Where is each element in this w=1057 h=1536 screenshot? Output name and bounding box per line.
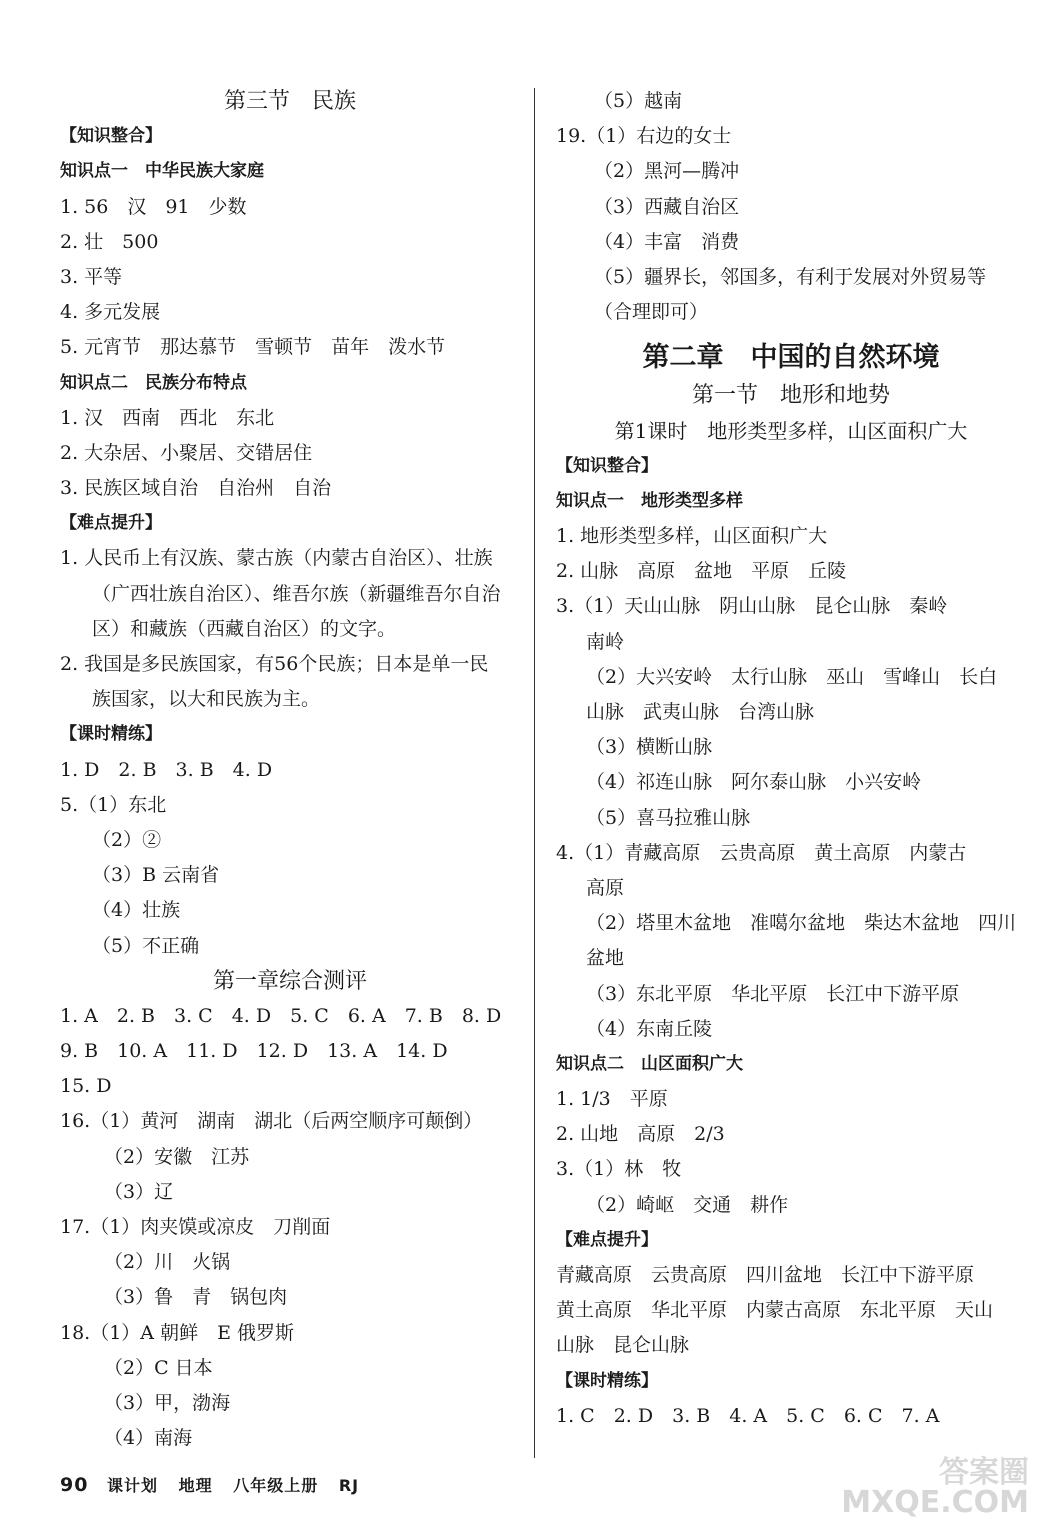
text-line: （3）东北平原 华北平原 长江中下游平原 <box>586 982 960 1005</box>
page-footer <box>60 1473 373 1496</box>
subsection-label: 【难点提升】 <box>60 513 162 534</box>
text-line: 3. 民族区域自治 自治州 自治 <box>60 477 332 500</box>
text-line: （2）塔里木盆地 准噶尔盆地 柴达木盆地 四川 <box>586 912 1017 935</box>
text-line: （3）西藏自治区 <box>594 195 740 218</box>
text-line: 区）和藏族（西藏自治区）的文字。 <box>92 617 397 640</box>
text-line: 1. D 2. B 3. B 4. D <box>60 758 273 781</box>
text-line: 青藏高原 云贵高原 四川盆地 长江中下游平原 <box>556 1264 975 1286</box>
text-line: 1. 地形类型多样，山区面积广大 <box>556 525 828 548</box>
chapter-heading: 第二章 中国的自然环境 <box>642 342 940 374</box>
text-line: （5）不正确 <box>92 934 200 957</box>
text-line: 1. 人民币上有汉族、蒙古族（内蒙古自治区）、壮族 <box>60 547 493 570</box>
right-column <box>556 84 1026 1434</box>
text-line: （4）祁连山脉 阿尔泰山脉 小兴安岭 <box>586 771 922 794</box>
subsection-label: 【知识整合】 <box>60 126 162 147</box>
text-line: 3.（1）林 牧 <box>556 1158 682 1181</box>
text-line: 5.（1）东北 <box>60 793 167 816</box>
text-line: 16.（1）黄河 湖南 湖北（后两空顺序可颠倒） <box>60 1110 483 1133</box>
footer-grade: 八年级上册 <box>233 1476 319 1495</box>
text-line: （5）越南 <box>594 90 683 112</box>
text-line: （2）崎岖 交通 耕作 <box>586 1193 789 1216</box>
watermark-logo <box>841 1455 1029 1520</box>
text-line: 1. 1/3 平原 <box>556 1088 668 1111</box>
footer-series: 课计划 <box>107 1476 159 1495</box>
knowledge-point-heading: 知识点二 山区面积广大 <box>556 1053 743 1074</box>
knowledge-point-heading: 知识点一 地形类型多样 <box>556 490 743 511</box>
subsection-label: 【知识整合】 <box>556 455 658 476</box>
text-line: 南岭 <box>586 630 625 653</box>
text-line: （2）黑河—腾冲 <box>594 160 740 183</box>
text-line: 3.（1）天山山脉 阴山山脉 昆仑山脉 秦岭 <box>556 595 948 618</box>
text-line: 2. 山地 高原 2/3 <box>556 1123 725 1146</box>
text-line: 9. B 10. A 11. D 12. D 13. A 14. D <box>60 1040 448 1063</box>
text-line: 4.（1）青藏高原 云贵高原 黄土高原 内蒙古 <box>556 841 967 864</box>
text-line: 1. 汉 西南 西北 东北 <box>60 406 275 429</box>
text-line: （4）丰富 消费 <box>594 230 740 253</box>
section-heading: 第1课时 地形类型多样，山区面积广大 <box>614 418 968 443</box>
text-line: 山脉 武夷山脉 台湾山脉 <box>586 701 815 723</box>
text-line: 2. 壮 500 <box>60 230 159 253</box>
text-line: （4）东南丘陵 <box>586 1017 713 1040</box>
text-line: 15. D <box>60 1075 112 1098</box>
footer-subject: 地理 <box>178 1476 213 1495</box>
text-line: 17.（1）肉夹馍或凉皮 刀削面 <box>60 1216 331 1238</box>
text-line: 3. 平等 <box>60 265 123 288</box>
watermark-line2: MXQE.COM <box>841 1485 1029 1520</box>
left-column <box>60 84 520 1456</box>
text-line: （2）川 火锅 <box>104 1251 231 1274</box>
text-line: （3）B 云南省 <box>92 864 220 887</box>
text-line: 18.（1）A 朝鲜 E 俄罗斯 <box>60 1321 294 1344</box>
text-line: 山脉 昆仑山脉 <box>556 1334 690 1357</box>
section-heading: 第一章综合测评 <box>212 968 367 994</box>
subsection-label: 【课时精练】 <box>556 1370 658 1391</box>
subsection-label: 【难点提升】 <box>556 1229 658 1250</box>
column-divider <box>534 88 535 1458</box>
knowledge-point-heading: 知识点二 民族分布特点 <box>60 372 247 393</box>
text-line: 5. 元宵节 那达慕节 雪顿节 苗年 泼水节 <box>60 336 446 359</box>
text-line: （5）喜马拉雅山脉 <box>586 806 751 829</box>
text-line: 1. C 2. D 3. B 4. A 5. C 6. C 7. A <box>556 1404 940 1427</box>
subsection-label: 【课时精练】 <box>60 724 162 745</box>
text-line: （3）辽 <box>104 1180 174 1203</box>
footer-edition: RJ <box>338 1476 360 1495</box>
text-line: （5）疆界长，邻国多，有利于发展对外贸易等 <box>594 265 987 288</box>
text-line: 1. 56 汉 91 少数 <box>60 195 247 218</box>
text-line: 高原 <box>586 876 625 899</box>
knowledge-point-heading: 知识点一 中华民族大家庭 <box>60 161 264 182</box>
text-line: （3）鲁 青 锅包肉 <box>104 1286 288 1309</box>
page-number: 90 <box>60 1474 89 1496</box>
section-heading: 第一节 地形和地势 <box>691 383 890 409</box>
text-line: 1. A 2. B 3. C 4. D 5. C 6. A 7. B 8. D <box>60 1004 502 1027</box>
text-line: （4）壮族 <box>92 899 181 922</box>
text-line: （合理即可） <box>594 301 709 324</box>
text-line: 2. 大杂居、小聚居、交错居住 <box>60 441 313 464</box>
text-line: 族国家，以大和民族为主。 <box>92 688 321 711</box>
text-line: （2）安徽 江苏 <box>104 1145 250 1168</box>
text-line: 2. 山脉 高原 盆地 平原 丘陵 <box>556 560 847 583</box>
text-line: 盆地 <box>586 947 625 970</box>
text-line: （广西壮族自治区）、维吾尔族（新疆维吾尔自治 <box>92 582 501 605</box>
section-heading: 第三节 民族 <box>223 89 356 114</box>
watermark-line1: 答案圈 <box>939 1455 1029 1490</box>
text-line: （4）南海 <box>104 1427 193 1450</box>
text-line: （2）C 日本 <box>104 1356 213 1379</box>
text-line: （2）② <box>92 828 162 851</box>
text-line: 2. 我国是多民族国家，有56个民族；日本是单一民 <box>60 653 489 675</box>
text-line: 4. 多元发展 <box>60 301 161 324</box>
text-line: （2）大兴安岭 太行山脉 巫山 雪峰山 长白 <box>586 665 998 688</box>
text-line: 黄土高原 华北平原 内蒙古高原 东北平原 天山 <box>556 1299 994 1322</box>
text-line: 19.（1）右边的女士 <box>556 125 732 148</box>
text-line: （3）甲，渤海 <box>104 1391 231 1414</box>
text-line: （3）横断山脉 <box>586 736 713 759</box>
